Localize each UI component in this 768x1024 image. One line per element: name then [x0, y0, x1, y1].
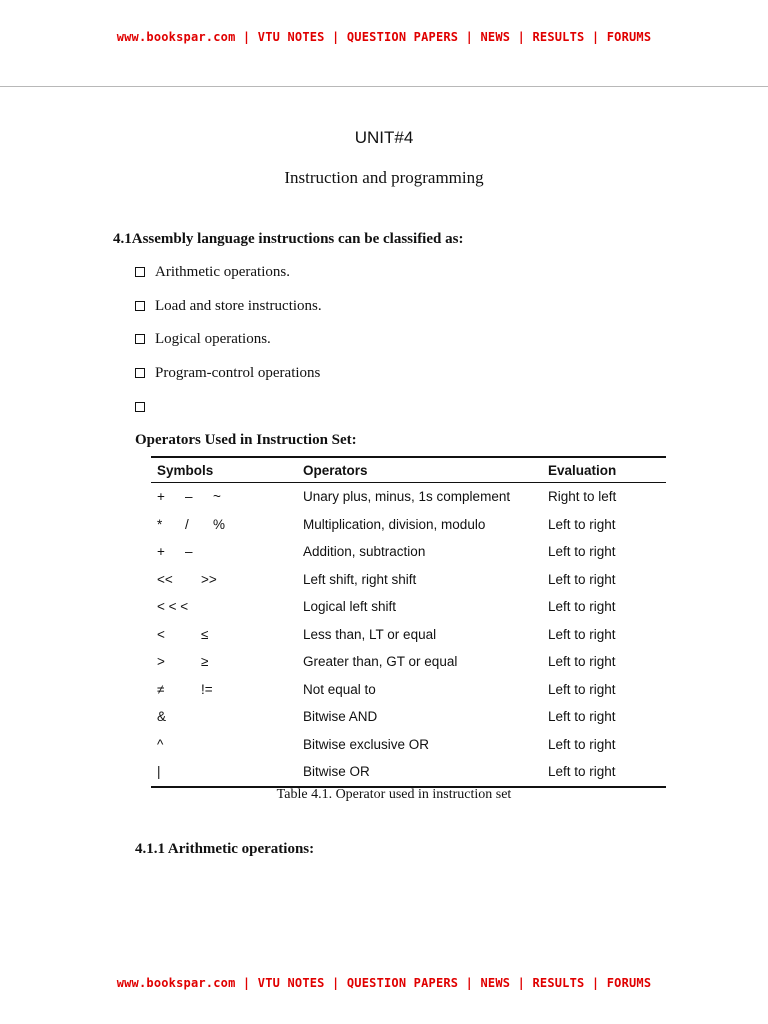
symbol: ~: [213, 489, 221, 505]
table-row: [151, 731, 666, 759]
table-row: [151, 483, 666, 511]
checkbox-bullet-icon: [135, 402, 145, 412]
site-banner-bottom[interactable]: www.bookspar.com | VTU NOTES | QUESTION PAPERS | NEWS | RESULTS | FORUMS: [116, 976, 652, 990]
symbol: +: [157, 544, 165, 560]
list-item-text: Program-control operations: [155, 365, 321, 382]
symbol: <<: [157, 571, 173, 587]
section-heading: 4.1Assembly language instructions can be classified as:: [113, 231, 464, 247]
column-header-operators: Operators: [297, 457, 542, 483]
column-header-evaluation: Evaluation: [542, 457, 666, 483]
checkbox-bullet-icon: [135, 301, 145, 311]
list-item: [135, 298, 322, 332]
symbols-cell: [151, 676, 297, 704]
operator-cell: Bitwise OR: [303, 764, 370, 780]
operator-cell: Addition, subtraction: [303, 544, 426, 560]
symbol: *: [157, 516, 163, 532]
symbol: <: [157, 626, 165, 642]
checkbox-bullet-icon: [135, 368, 145, 378]
list-item: [135, 331, 322, 365]
symbols-cell: [151, 483, 297, 511]
operator-cell: Bitwise exclusive OR: [303, 736, 430, 752]
symbols-cell: [151, 621, 297, 649]
symbol: /: [185, 516, 189, 532]
symbol: ≥: [201, 654, 209, 670]
operator-cell: Bitwise AND: [303, 709, 378, 725]
list-item-text: Logical operations.: [155, 331, 271, 348]
symbol: %: [213, 516, 226, 532]
list-item: [135, 365, 322, 399]
subsection-heading: 4.1.1 Arithmetic operations:: [135, 841, 315, 857]
symbol: &: [157, 709, 167, 725]
evaluation-cell: Left to right: [548, 571, 616, 587]
evaluation-cell: Left to right: [548, 681, 616, 697]
symbol: |: [157, 764, 161, 780]
table-row: [151, 703, 666, 731]
symbols-cell: [151, 593, 297, 621]
evaluation-cell: Left to right: [548, 599, 616, 615]
header-rule: [0, 86, 768, 87]
table-heading: Operators Used in Instruction Set:: [135, 432, 357, 448]
symbols-cell: [151, 538, 297, 566]
operator-cell: Left shift, right shift: [303, 571, 417, 587]
evaluation-cell: Left to right: [548, 654, 616, 670]
symbol: ≤: [201, 626, 209, 642]
symbol: ≠: [157, 681, 165, 697]
table-row: [151, 511, 666, 539]
table-row: [151, 538, 666, 566]
operator-cell: Logical left shift: [303, 599, 397, 615]
operator-cell: Greater than, GT or equal: [303, 654, 458, 670]
chapter-subtitle: Instruction and programming: [284, 168, 484, 187]
list-item: [135, 264, 322, 298]
table-row: [151, 621, 666, 649]
table-row: [151, 566, 666, 594]
symbols-cell: [151, 758, 297, 787]
column-header-symbols: Symbols: [151, 457, 297, 483]
symbol: >: [157, 654, 165, 670]
table-row: [151, 593, 666, 621]
symbol: >>: [201, 571, 217, 587]
symbols-cell: [151, 511, 297, 539]
symbols-cell: [151, 566, 297, 594]
evaluation-cell: Left to right: [548, 626, 616, 642]
list-item: [135, 399, 322, 433]
symbol: –: [185, 544, 193, 560]
site-banner-top[interactable]: www.bookspar.com | VTU NOTES | QUESTION PAPERS | NEWS | RESULTS | FORUMS: [116, 30, 652, 44]
table-caption: Table 4.1. Operator used in instruction set: [276, 787, 512, 802]
operator-cell: Less than, LT or equal: [303, 626, 437, 642]
operators-table: [151, 456, 666, 788]
table-row: [151, 648, 666, 676]
evaluation-cell: Left to right: [548, 736, 616, 752]
operator-cell: Multiplication, division, modulo: [303, 516, 486, 532]
table-header-row: [151, 457, 666, 483]
symbols-cell: [151, 648, 297, 676]
symbol: !=: [201, 681, 213, 697]
checkbox-bullet-icon: [135, 334, 145, 344]
evaluation-cell: Left to right: [548, 516, 616, 532]
evaluation-cell: Right to left: [548, 489, 617, 505]
symbols-cell: [151, 731, 297, 759]
evaluation-cell: Left to right: [548, 544, 616, 560]
symbol: ^: [157, 736, 164, 752]
list-item-text: Arithmetic operations.: [155, 264, 290, 280]
symbol: +: [157, 489, 165, 505]
symbol: –: [185, 489, 193, 505]
list-item-text: Load and store instructions.: [155, 297, 322, 314]
table-row: [151, 758, 666, 787]
symbol: < < <: [157, 599, 189, 615]
operator-cell: Unary plus, minus, 1s complement: [303, 489, 511, 505]
table-row: [151, 676, 666, 704]
symbols-cell: [151, 703, 297, 731]
evaluation-cell: Left to right: [548, 764, 616, 780]
operator-cell: Not equal to: [303, 681, 376, 697]
checkbox-bullet-icon: [135, 267, 145, 277]
unit-title: UNIT#4: [354, 128, 414, 147]
classification-list: [135, 264, 322, 432]
evaluation-cell: Left to right: [548, 709, 616, 725]
